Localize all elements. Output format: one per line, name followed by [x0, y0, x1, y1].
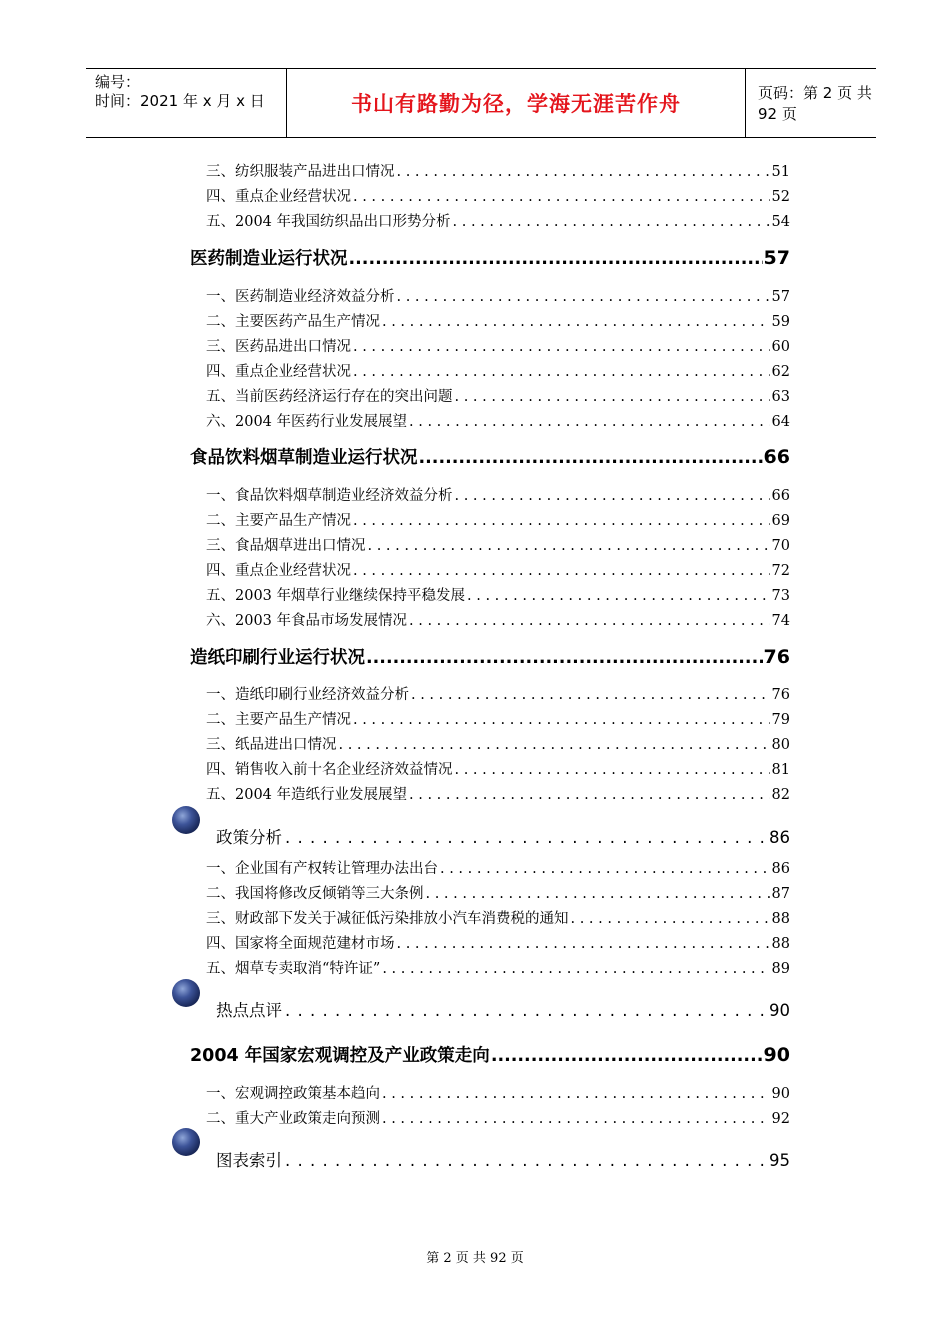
toc-section-heading[interactable]	[190, 444, 790, 470]
toc-item[interactable]	[206, 907, 790, 929]
toc-item[interactable]	[206, 185, 790, 207]
toc-item[interactable]	[206, 932, 790, 954]
toc-item-title: 一、企业国有产权转让管理办法出台	[206, 861, 438, 877]
toc-section-page: 76	[763, 646, 790, 668]
toc-section-heading[interactable]	[216, 824, 790, 848]
toc-section-page: 90	[763, 1044, 790, 1066]
page-footer: 第 2 页 共 92 页	[426, 1251, 524, 1266]
toc-item[interactable]	[206, 1082, 790, 1104]
toc-item-title: 一、食品饮料烟草制造业经济效益分析	[206, 488, 453, 504]
toc-item[interactable]	[206, 758, 790, 780]
toc-item-page: 72	[771, 563, 790, 579]
toc-section-heading[interactable]	[190, 1042, 790, 1068]
toc-item[interactable]	[206, 559, 790, 581]
toc-section-heading[interactable]	[216, 997, 790, 1021]
toc-item[interactable]	[206, 509, 790, 531]
toc-item[interactable]	[206, 210, 790, 232]
toc-item[interactable]	[206, 160, 790, 182]
toc-section-title: 政策分析	[216, 828, 282, 847]
toc-item[interactable]	[206, 609, 790, 631]
toc-section-page: 86	[769, 828, 790, 847]
toc-item-page: 52	[771, 189, 790, 205]
toc-section-heading[interactable]	[216, 1147, 790, 1171]
toc-item[interactable]	[206, 484, 790, 506]
toc-item-title: 六、2003 年食品市场发展情况	[206, 613, 408, 629]
toc-item-title: 三、医药品进出口情况	[206, 339, 351, 355]
toc-item-page: 81	[771, 762, 790, 778]
toc-item-page: 54	[771, 214, 790, 230]
header-meta	[86, 69, 287, 137]
toc-item-page: 57	[771, 289, 790, 305]
toc-section-page: 90	[769, 1001, 790, 1020]
toc-item[interactable]	[206, 584, 790, 606]
toc-item-page: 66	[771, 488, 790, 504]
toc-section-page: 95	[769, 1151, 790, 1170]
toc-item-page: 74	[771, 613, 790, 629]
toc-item[interactable]	[206, 708, 790, 730]
toc-section-heading[interactable]	[190, 245, 790, 271]
toc-item-page: 86	[771, 861, 790, 877]
toc-item-page: 82	[771, 787, 790, 803]
toc-section-title: 2004 年国家宏观调控及产业政策走向	[190, 1046, 490, 1066]
toc-item-title: 五、2004 年我国纺织品出口形势分析	[206, 214, 451, 230]
header-motto: 书山有路勤为径，学海无涯苦作舟	[287, 69, 746, 137]
toc-item-title: 五、2003 年烟草行业继续保持平稳发展	[206, 588, 466, 604]
toc-item-title: 三、纺织服装产品进出口情况	[206, 164, 395, 180]
toc-item-title: 三、纸品进出口情况	[206, 737, 337, 753]
header-time-label: 时间：2021 年 x 月 x 日	[95, 92, 265, 110]
toc-item-title: 二、主要产品生产情况	[206, 712, 351, 728]
toc-item-page: 80	[771, 737, 790, 753]
toc-item-page: 51	[771, 164, 790, 180]
toc-item-page: 73	[771, 588, 790, 604]
toc-item[interactable]	[206, 683, 790, 705]
toc-item-title: 四、重点企业经营状况	[206, 563, 351, 579]
bullet-sphere-icon	[172, 979, 200, 1007]
toc-item-page: 70	[771, 538, 790, 554]
toc-item-page: 62	[771, 364, 790, 380]
toc-item[interactable]	[206, 783, 790, 805]
toc-section-title: 食品饮料烟草制造业运行状况	[190, 448, 418, 468]
toc-section-page: 57	[763, 247, 790, 269]
toc-item[interactable]	[206, 285, 790, 307]
toc-section-page: 66	[763, 446, 790, 468]
toc-section-heading[interactable]	[190, 644, 790, 670]
toc-section-title: 造纸印刷行业运行状况	[190, 648, 365, 668]
toc-item-title: 五、烟草专卖取消“特许证”	[206, 961, 381, 977]
toc-item[interactable]	[206, 310, 790, 332]
toc-item[interactable]	[206, 957, 790, 979]
toc-item-title: 二、重大产业政策走向预测	[206, 1111, 380, 1127]
toc-item-page: 60	[771, 339, 790, 355]
toc-item-page: 79	[771, 712, 790, 728]
toc-item[interactable]	[206, 335, 790, 357]
toc-item[interactable]	[206, 534, 790, 556]
toc-section-title: 热点点评	[216, 1001, 282, 1020]
toc-item-title: 一、宏观调控政策基本趋向	[206, 1086, 380, 1102]
toc-item-page: 90	[771, 1086, 790, 1102]
toc-item-title: 二、主要医药产品生产情况	[206, 314, 380, 330]
toc-item[interactable]	[206, 1107, 790, 1129]
toc-item-page: 89	[771, 961, 790, 977]
page-header	[86, 68, 876, 138]
toc-item-title: 三、财政部下发关于减征低污染排放小汽车消费税的通知	[206, 911, 569, 927]
toc-section-title: 医药制造业运行状况	[190, 249, 348, 269]
toc-item-page: 92	[771, 1111, 790, 1127]
header-page-label: 页码：第 2 页 共 92 页	[758, 84, 872, 123]
toc-item[interactable]	[206, 385, 790, 407]
toc-item-page: 59	[771, 314, 790, 330]
toc-item[interactable]	[206, 857, 790, 879]
toc-item[interactable]	[206, 410, 790, 432]
toc-item-page: 69	[771, 513, 790, 529]
toc-item-page: 76	[771, 687, 790, 703]
toc-item-title: 二、我国将修改反倾销等三大条例	[206, 886, 424, 902]
toc-section-title: 图表索引	[216, 1151, 282, 1170]
toc-item-page: 87	[771, 886, 790, 902]
toc-item-title: 五、2004 年造纸行业发展展望	[206, 787, 408, 803]
header-id-label: 编号：	[95, 73, 141, 91]
toc-item-page: 88	[771, 936, 790, 952]
toc-item[interactable]	[206, 733, 790, 755]
toc-item-title: 五、当前医药经济运行存在的突出问题	[206, 389, 453, 405]
toc-item-title: 四、国家将全面规范建材市场	[206, 936, 395, 952]
toc-item[interactable]	[206, 360, 790, 382]
toc-item-page: 64	[771, 414, 790, 430]
toc-item-title: 六、2004 年医药行业发展展望	[206, 414, 408, 430]
bullet-sphere-icon	[172, 806, 200, 834]
toc-item[interactable]	[206, 882, 790, 904]
toc-item-title: 四、销售收入前十名企业经济效益情况	[206, 762, 453, 778]
toc-item-title: 二、主要产品生产情况	[206, 513, 351, 529]
toc-item-title: 三、食品烟草进出口情况	[206, 538, 366, 554]
toc-item-page: 63	[771, 389, 790, 405]
toc-item-title: 四、重点企业经营状况	[206, 189, 351, 205]
toc-item-title: 一、造纸印刷行业经济效益分析	[206, 687, 409, 703]
toc-item-title: 四、重点企业经营状况	[206, 364, 351, 380]
bullet-sphere-icon	[172, 1128, 200, 1156]
toc-item-page: 88	[771, 911, 790, 927]
toc-item-title: 一、医药制造业经济效益分析	[206, 289, 395, 305]
